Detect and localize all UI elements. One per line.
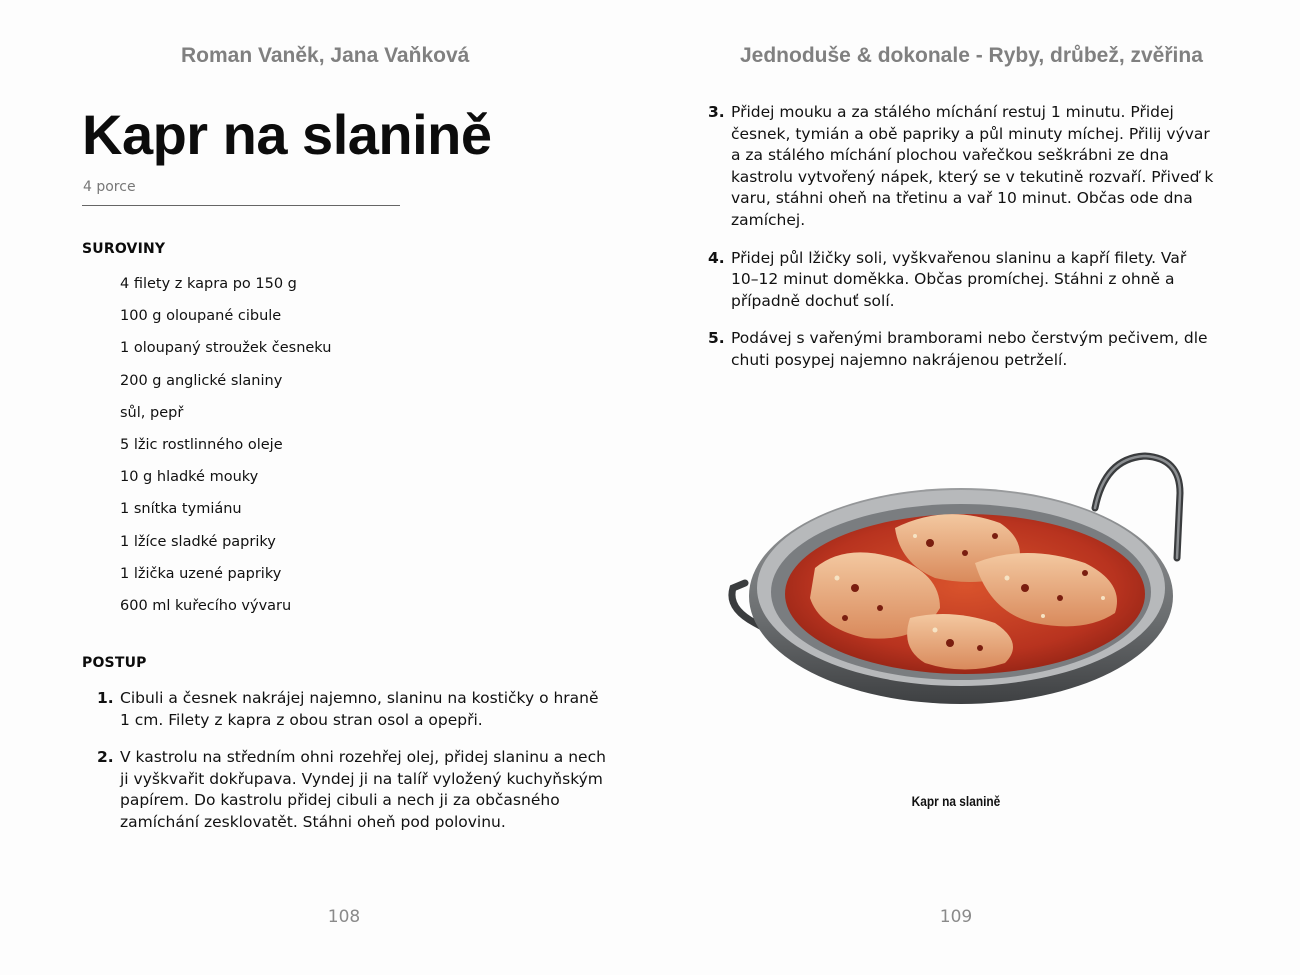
ingredient-item: 1 snítka tymiánu bbox=[120, 501, 242, 518]
running-head-authors: Roman Vaněk, Jana Vaňková bbox=[181, 44, 470, 67]
step-number: 5. bbox=[708, 329, 725, 348]
method-heading: POSTUP bbox=[82, 655, 147, 671]
method-step bbox=[97, 747, 607, 833]
ingredient-item: 100 g oloupané cibule bbox=[120, 308, 282, 325]
ingredient-item: 1 lžíce sladké papriky bbox=[120, 533, 276, 550]
ingredient-item: 1 lžička uzené papriky bbox=[120, 565, 282, 582]
servings: 4 porce bbox=[83, 179, 136, 195]
step-text: V kastrolu na středním ohni rozehřej olej, přidej slaninu a nech ji vyškvařit dokřupava. Vyndej ji na talíř vyložený kuchyňským papírem. Do kastrolu přidej cibuli a nech ji za občasného zamíchání zesklovatět. Stáhni oheň pod polovinu. bbox=[120, 748, 606, 831]
ingredient-item: 1 oloupaný stroužek česneku bbox=[120, 340, 332, 357]
recipe-title: Kapr na slanině bbox=[82, 103, 492, 166]
ingredients-list bbox=[120, 274, 331, 628]
method-step bbox=[708, 248, 1218, 313]
title-rule bbox=[82, 205, 400, 206]
page-number-left: 108 bbox=[327, 907, 361, 927]
step-text: Přidej mouku a za stálého míchání restuj 1 minutu. Přidej česnek, tymián a obě papriky a půl minuty míchej. Přilij vývar a za stálého míchání plochou vařečkou seškrábni ze dna kastrolu vytvořený nápek, který se v tekutině rozvaří. Přiveď k varu, stáhni oheň na třetinu a vař 10 minut. Občas ode dna zamíchej. bbox=[731, 103, 1214, 229]
method-step bbox=[97, 688, 607, 731]
step-text: Cibuli a česnek nakrájej najemno, slaninu na kostičky o hraně 1 cm. Filety z kapra z obou stran osol a opepři. bbox=[120, 689, 599, 729]
step-number: 4. bbox=[708, 248, 725, 267]
ingredient-item: 600 ml kuřecího vývaru bbox=[120, 597, 292, 614]
step-number: 1. bbox=[97, 689, 114, 707]
method-steps-right bbox=[708, 102, 1218, 388]
ingredients-heading: SUROVINY bbox=[82, 241, 166, 257]
ingredient-item: 200 g anglické slaniny bbox=[120, 372, 283, 389]
method-steps-left bbox=[97, 688, 607, 850]
method-step bbox=[708, 328, 1218, 371]
method-step bbox=[708, 102, 1218, 232]
running-head-book-title: Jednoduše & dokonale - Ryby, drůbež, zvěřina bbox=[740, 44, 1203, 67]
ingredient-item: sůl, pepř bbox=[120, 404, 184, 421]
ingredient-item: 4 filety z kapra po 150 g bbox=[120, 276, 297, 292]
step-text: Přidej půl lžičky soli, vyškvařenou slaninu a kapří filety. Vař 10–12 minut doměkka. Občas promíchej. Stáhni z ohně a případně dochuť solí. bbox=[731, 248, 1187, 310]
ingredient-item: 5 lžic rostlinného oleje bbox=[120, 436, 283, 453]
step-text: Podávej s vařenými bramborami nebo čerstvým pečivem, dle chuti posypej najemno nakrájenou petrželí. bbox=[731, 329, 1208, 369]
step-number: 3. bbox=[708, 103, 725, 121]
photo-caption: Kapr na slanině bbox=[911, 793, 1001, 809]
step-number: 2. bbox=[97, 748, 114, 767]
page-number-right: 109 bbox=[939, 907, 973, 927]
pan-with-carp-illustration bbox=[725, 448, 1190, 723]
ingredient-item: 10 g hladké mouky bbox=[120, 469, 259, 486]
dish-photo bbox=[725, 448, 1190, 723]
